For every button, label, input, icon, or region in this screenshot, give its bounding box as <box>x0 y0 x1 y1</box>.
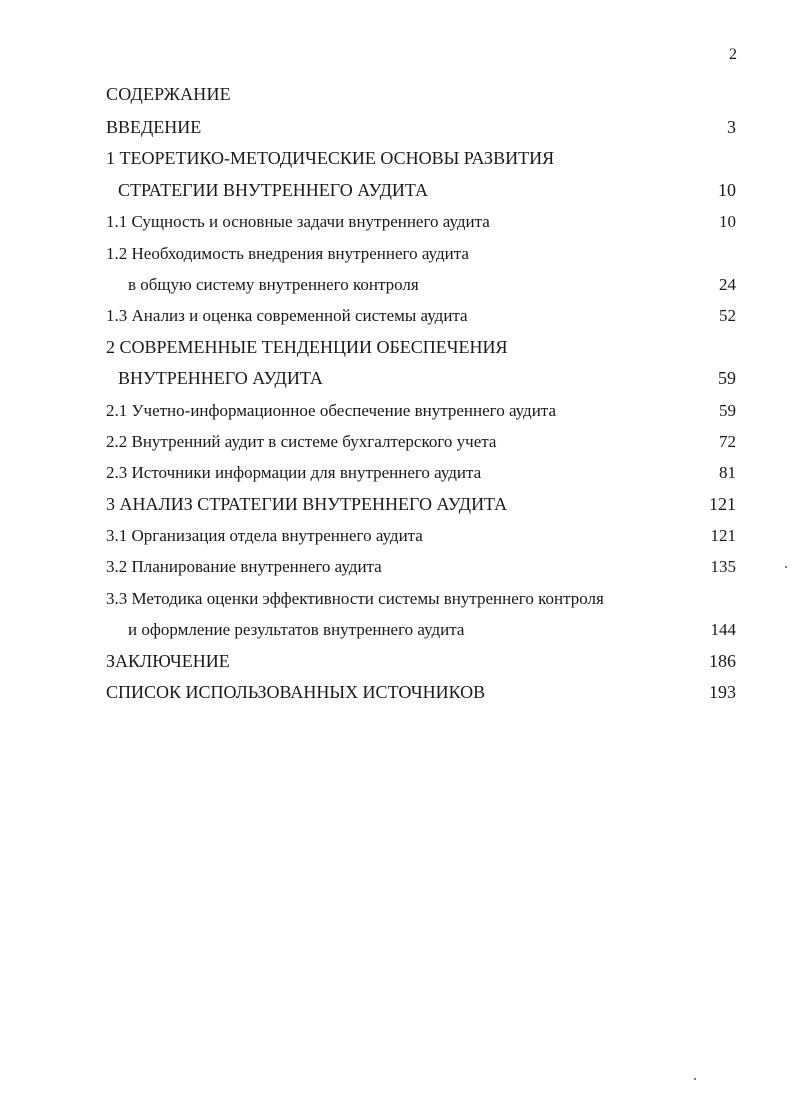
toc-entry-title: 3.1 Организация отдела внутреннего аудита <box>106 526 423 546</box>
toc-entry-page: 121 <box>710 526 736 546</box>
toc-entry <box>106 238 736 269</box>
toc-entry-page: 81 <box>719 463 736 483</box>
toc-entry-title: ЗАКЛЮЧЕНИЕ <box>106 650 230 671</box>
toc-entry-title: 2 СОВРЕМЕННЫЕ ТЕНДЕНЦИИ ОБЕСПЕЧЕНИЯ <box>106 336 508 357</box>
toc-entry-page: 10 <box>718 179 736 200</box>
toc-entry-title: ВВЕДЕНИЕ <box>106 117 202 137</box>
toc-entry <box>106 614 736 645</box>
toc-entry-title: 3.2 Планирование внутреннего аудита <box>106 557 382 577</box>
toc-entry-page: 52 <box>719 306 736 326</box>
toc-title: СОДЕРЖАНИЕ <box>106 84 231 104</box>
toc-entry <box>106 677 736 708</box>
toc-entry-title: 3.3 Методика оценки эффективности системы внутреннего контроля <box>106 588 604 608</box>
toc-entry <box>106 551 736 582</box>
toc-entry-title: в общую систему внутреннего контроля <box>128 274 419 294</box>
toc-entry-title: ВНУТРЕННЕГО АУДИТА <box>118 368 323 389</box>
toc-entry-page: 72 <box>719 431 736 451</box>
toc-entry-title: 3 АНАЛИЗ СТРАТЕГИИ ВНУТРЕННЕГО АУДИТА <box>106 493 508 514</box>
toc-entry <box>106 269 736 300</box>
toc-entry-page: 144 <box>710 620 736 640</box>
table-of-contents <box>106 112 736 708</box>
toc-entry-title: 2.3 Источники информации для внутреннего аудита <box>106 463 482 483</box>
toc-entry <box>106 426 736 457</box>
toc-entry <box>106 300 736 331</box>
toc-entry <box>106 175 736 206</box>
toc-entry-title: СТРАТЕГИИ ВНУТРЕННЕГО АУДИТА <box>118 179 428 200</box>
toc-entry-page: 59 <box>719 400 736 420</box>
toc-entry-title: 2.2 Внутренний аудит в системе бухгалтерского учета <box>106 431 497 451</box>
toc-entry <box>106 332 736 363</box>
toc-entry-title: 2.1 Учетно-информационное обеспечение внутреннего аудита <box>106 400 556 420</box>
toc-entry-page: 193 <box>709 682 736 703</box>
toc-entry <box>106 143 736 174</box>
toc-entry <box>106 112 736 143</box>
toc-entry-page: 24 <box>719 274 736 294</box>
scan-speck <box>785 566 787 568</box>
toc-entry-page: 186 <box>709 650 736 671</box>
scan-speck <box>694 1078 696 1080</box>
toc-entry <box>106 457 736 488</box>
toc-entry-title: СПИСОК ИСПОЛЬЗОВАННЫХ ИСТОЧНИКОВ <box>106 682 486 703</box>
toc-entry-page: 10 <box>719 212 736 232</box>
toc-entry <box>106 583 736 614</box>
toc-entry-title: 1.1 Сущность и основные задачи внутреннего аудита <box>106 212 490 232</box>
toc-entry <box>106 646 736 677</box>
toc-entry-title: 1.2 Необходимость внедрения внутреннего аудита <box>106 243 469 263</box>
toc-entry-page: 3 <box>727 117 736 137</box>
toc-entry <box>106 206 736 237</box>
toc-entry-page: 59 <box>718 368 736 389</box>
toc-entry <box>106 395 736 426</box>
toc-entry <box>106 489 736 520</box>
toc-entry-title: 1 ТЕОРЕТИКО-МЕТОДИЧЕСКИЕ ОСНОВЫ РАЗВИТИЯ <box>106 148 555 169</box>
toc-entry <box>106 363 736 394</box>
toc-entry-title: 1.3 Анализ и оценка современной системы аудита <box>106 306 468 326</box>
toc-entry <box>106 520 736 551</box>
toc-entry-page: 135 <box>710 557 736 577</box>
toc-entry-title: и оформление результатов внутреннего аудита <box>128 620 465 640</box>
page-number: 2 <box>729 46 737 63</box>
toc-entry-page: 121 <box>709 493 736 514</box>
